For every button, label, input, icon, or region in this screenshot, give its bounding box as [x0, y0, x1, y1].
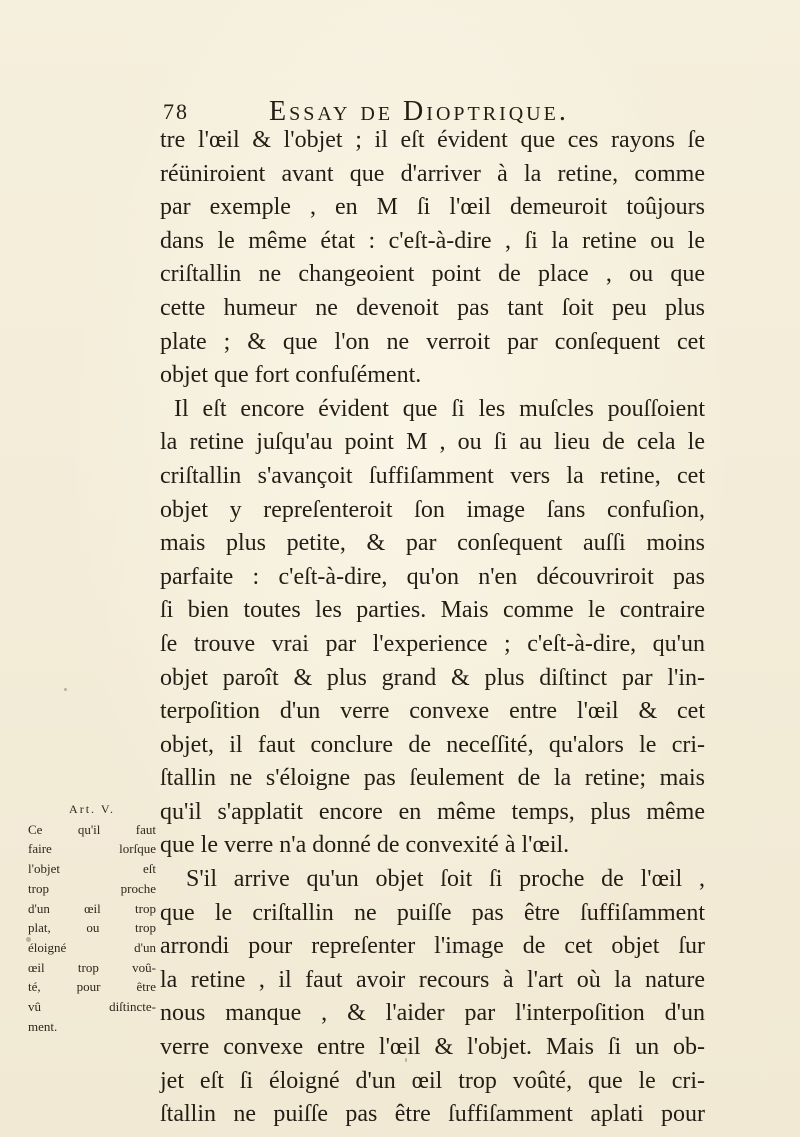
margin-note: [28, 800, 156, 1036]
text-line: tre l'œil & l'objet ; il eſt évident que ces rayons ſe: [160, 127, 705, 153]
text-line: ſe trouve vrai par l'experience ; c'eſt-à-dire, qu'un: [160, 630, 705, 657]
paper-speck: [405, 1058, 407, 1062]
text-line: objet que fort confuſément.: [160, 362, 422, 389]
text-line: S'il arrive qu'un objet ſoit ſi proche de l'œil ,: [186, 866, 705, 893]
page-number: 78: [163, 99, 189, 124]
margin-note-line: l'objet eſt: [28, 861, 156, 877]
paper-speck: [26, 937, 31, 942]
margin-note-line: té, pour être: [28, 979, 156, 995]
text-line: terpoſition d'un verre convexe entre l'œil & cet: [160, 698, 705, 725]
text-line: ſtallin ne s'éloigne pas ſeulement de la retine; mais: [160, 765, 705, 792]
running-title: Essay de Dioptrique.: [269, 96, 569, 127]
text-line: criſtallin s'avançoit ſuffiſamment vers la retine, cet: [160, 462, 705, 489]
text-line: réüniroient avant que d'arriver à la retine, comme: [160, 160, 705, 187]
text-line: que le verre n'a donné de convexité à l'œil.: [160, 832, 570, 859]
text-line: verre convexe entre l'œil & l'objet. Mais ſi un ob-: [160, 1034, 705, 1061]
text-line: objet, il faut conclure de neceſſité, qu'alors le cri-: [160, 731, 705, 758]
text-line: la retine , il faut avoir recours à l'art où la nature: [160, 966, 705, 993]
text-line: par exemple , en M ſi l'œil demeuroit toûjours: [160, 194, 705, 221]
margin-note-line: d'un œil trop: [28, 900, 156, 916]
text-line: plate ; & que l'on ne verroit par conſequent cet: [160, 328, 705, 355]
text-line: nous manque , & l'aider par l'interpoſition d'un: [160, 1000, 705, 1027]
text-line: ſi bien toutes les parties. Mais comme le contraire: [160, 597, 705, 624]
margin-note-line: faire lorſque: [28, 841, 156, 857]
margin-note-line: ment.: [28, 1018, 58, 1034]
paper-speck: [64, 688, 67, 691]
text-line: Il eſt encore évident que ſi les muſcles pouſſoient: [174, 395, 705, 422]
text-line: jet eſt ſi éloigné d'un œil trop voûté, que le cri-: [160, 1067, 705, 1094]
text-line: arrondi pour repreſenter l'image de cet objet ſur: [160, 933, 705, 960]
body-text: [160, 124, 705, 1132]
margin-note-line: trop proche: [28, 880, 156, 896]
margin-note-line: plat, ou trop: [28, 920, 156, 936]
article-number: Art. V.: [69, 802, 115, 816]
text-line: criſtallin ne changeoient point de place , ou que: [160, 261, 705, 288]
text-line: parfaite : c'eſt-à-dire, qu'on n'en découvriroit pas: [160, 563, 705, 590]
text-line: objet paroît & plus grand & plus diſtinct par l'in-: [160, 664, 705, 691]
text-line: mais plus petite, & par conſequent auſſi moins: [160, 530, 705, 557]
text-line: qu'il s'applatit encore en même temps, plus même: [160, 798, 705, 825]
margin-note-line: Ce qu'il faut: [28, 821, 156, 837]
text-line: cette humeur ne devenoit pas tant ſoit peu plus: [160, 294, 705, 321]
margin-note-line: vû diſtincte-: [28, 999, 156, 1015]
text-line: la retine juſqu'au point M , ou ſi au lieu de cela le: [160, 429, 705, 456]
text-line: que le criſtallin ne puiſſe pas être ſuffiſamment: [160, 899, 705, 926]
margin-note-line: éloigné d'un: [28, 939, 156, 955]
text-line: ſtallin ne puiſſe pas être ſuffiſamment aplati pour: [160, 1101, 705, 1128]
text-line: dans le même état : c'eſt-à-dire , ſi la retine ou le: [160, 227, 705, 254]
text-line: objet y repreſenteroit ſon image ſans confuſion,: [160, 496, 705, 523]
margin-note-line: œil trop voû-: [28, 959, 156, 975]
